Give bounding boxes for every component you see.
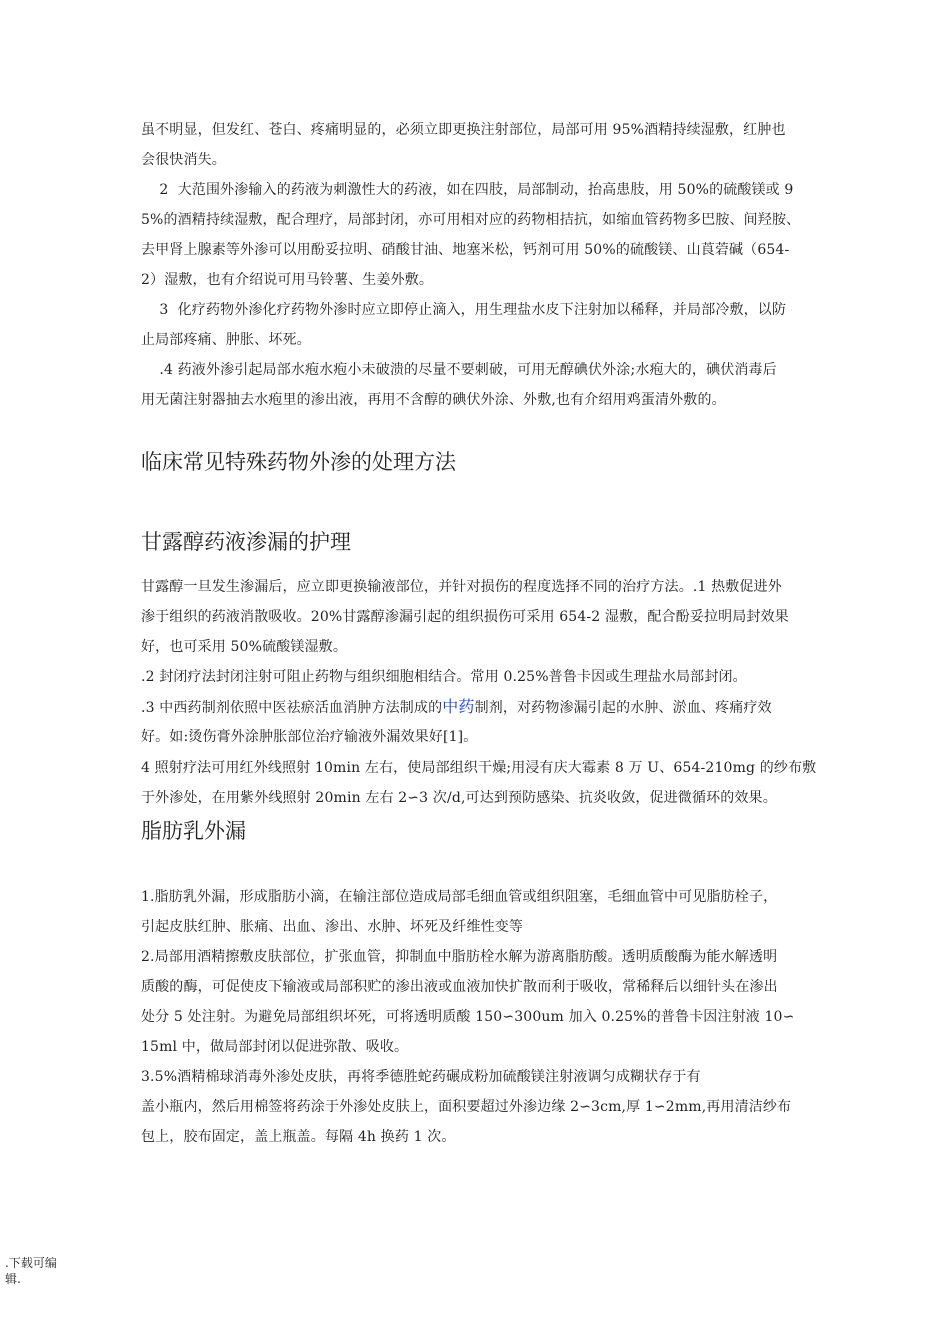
paragraph-line: .4 药液外渗引起局部水疱水疱小未破溃的尽量不要刺破，可用无醇碘伏外涂;水疱大的，碘伏消毒后 — [141, 362, 777, 378]
paragraph-line: 3 化疗药物外渗化疗药物外渗时应立即停止滴入，用生理盐水皮下注射加以稀释，并局部冷敷，以防 — [141, 302, 787, 318]
paragraph-line: 包上，胶布固定，盖上瓶盖。每隔 4h 换药 1 次。 — [141, 1129, 456, 1145]
paragraph-line — [141, 698, 831, 717]
paragraph-line: 2）湿敷，也有介绍说可用马铃薯、生姜外敷。 — [141, 272, 434, 288]
paragraph-line: 处分 5 处注射。为避免局部组织坏死，可将透明质酸 150∽300um 加入 0.25%的普鲁卡因注射液 10∽ — [141, 1009, 795, 1025]
paragraph-line: 用无菌注射器抽去水疱里的渗出液，再用不含醇的碘伏外涂、外敷,也有介绍用鸡蛋清外敷的。 — [141, 392, 726, 408]
footer-note: .下载可编 — [5, 1256, 57, 1270]
paragraph-line: 盖小瓶内，然后用棉签将药涂于外渗处皮肤上，面积要超过外渗边缘 2∽3cm,厚 1∽2mm,再用清洁纱布 — [141, 1099, 792, 1115]
paragraph-line: 引起皮肤红肿、胀痛、出血、渗出、水肿、坏死及纤维性变等 — [141, 919, 524, 935]
paragraph-line: 15ml 中，做局部封闭以促进弥散、吸收。 — [141, 1039, 409, 1055]
footer-note: 辑. — [5, 1272, 21, 1286]
paragraph-line: 3.5%酒精棉球消毒外渗处皮肤，再将季德胜蛇药碾成粉加硫酸镁注射液调匀成糊状存于有 — [141, 1069, 701, 1085]
subsection-heading: 脂肪乳外漏 — [141, 819, 246, 843]
paragraph-line: 去甲肾上腺素等外渗可以用酚妥拉明、硝酸甘油、地塞米松，钙剂可用 50%的硫酸镁、山莨菪碱（654- — [141, 242, 790, 258]
paragraph-line: 渗于组织的药液消散吸收。20%甘露醇渗漏引起的组织损伤可采用 654-2 湿敷，配合酚妥拉明局封效果 — [141, 609, 789, 625]
line-text: 制剂，对药物渗漏引起的水肿、淤血、疼痛疗效 — [474, 700, 772, 716]
paragraph-line: 4 照射疗法可用红外线照射 10min 左右，使局部组织干燥;用浸有庆大霉素 8 万 U、654-210mg 的纱布敷 — [141, 760, 817, 776]
paragraph-line: .2 封闭疗法封闭注射可阻止药物与组织细胞相结合。常用 0.25%普鲁卡因或生理盐水局部封闭。 — [141, 669, 747, 685]
paragraph-line: 1.脂肪乳外漏，形成脂肪小滴，在输注部位造成局部毛细血管或组织阻塞，毛细血管中可见脂肪栓子， — [141, 889, 778, 905]
section-heading: 临床常见特殊药物外渗的处理方法 — [141, 450, 456, 474]
paragraph-line: 好，也可采用 50%硫酸镁湿敷。 — [141, 639, 347, 655]
paragraph-line: 止局部疼痛、肿胀、坏死。 — [141, 332, 311, 348]
paragraph-line: 虽不明显，但发红、苍白、疼痛明显的，必须立即更换注射部位，局部可用 95%酒精持续湿敷，红肿也 — [141, 122, 786, 138]
subsection-heading: 甘露醇药液渗漏的护理 — [141, 530, 351, 554]
paragraph-line: 好。如:烫伤膏外涂肿胀部位治疗输液外漏效果好[1]。 — [141, 729, 478, 745]
paragraph-line: 于外渗处，在用紫外线照射 20min 左右 2∽3 次/d,可达到预防感染、抗炎收敛，促进微循环的效果。 — [141, 790, 777, 806]
paragraph-line: 会很快消失。 — [141, 152, 226, 168]
chinese-medicine-link[interactable]: 中药 — [442, 697, 475, 716]
line-text: .3 中西药制剂依照中医祛瘀活血消肿方法制成的 — [141, 700, 443, 716]
paragraph-line: 5%的酒精持续湿敷，配合理疗，局部封闭，亦可用相对应的药物相拮抗，如缩血管药物多巴胺、间羟胺、 — [141, 212, 801, 228]
paragraph-line: 2.局部用酒精擦敷皮肤部位，扩张血管，抑制血中脂肪栓水解为游离脂肪酸。透明质酸酶为能水解透明 — [141, 949, 778, 965]
paragraph-line: 甘露醇一旦发生渗漏后，应立即更换输液部位，并针对损伤的程度选择不同的治疗方法。.1 热敷促进外 — [141, 579, 782, 595]
paragraph-line: 质酸的酶，可促使皮下输液或局部积贮的渗出液或血液加快扩散而利于吸收，常稀释后以细针头在渗出 — [141, 979, 778, 995]
paragraph-line: 2 大范围外渗输入的药液为刺激性大的药液，如在四肢，局部制动，抬高患肢，用 50%的硫酸镁或 9 — [141, 182, 794, 198]
